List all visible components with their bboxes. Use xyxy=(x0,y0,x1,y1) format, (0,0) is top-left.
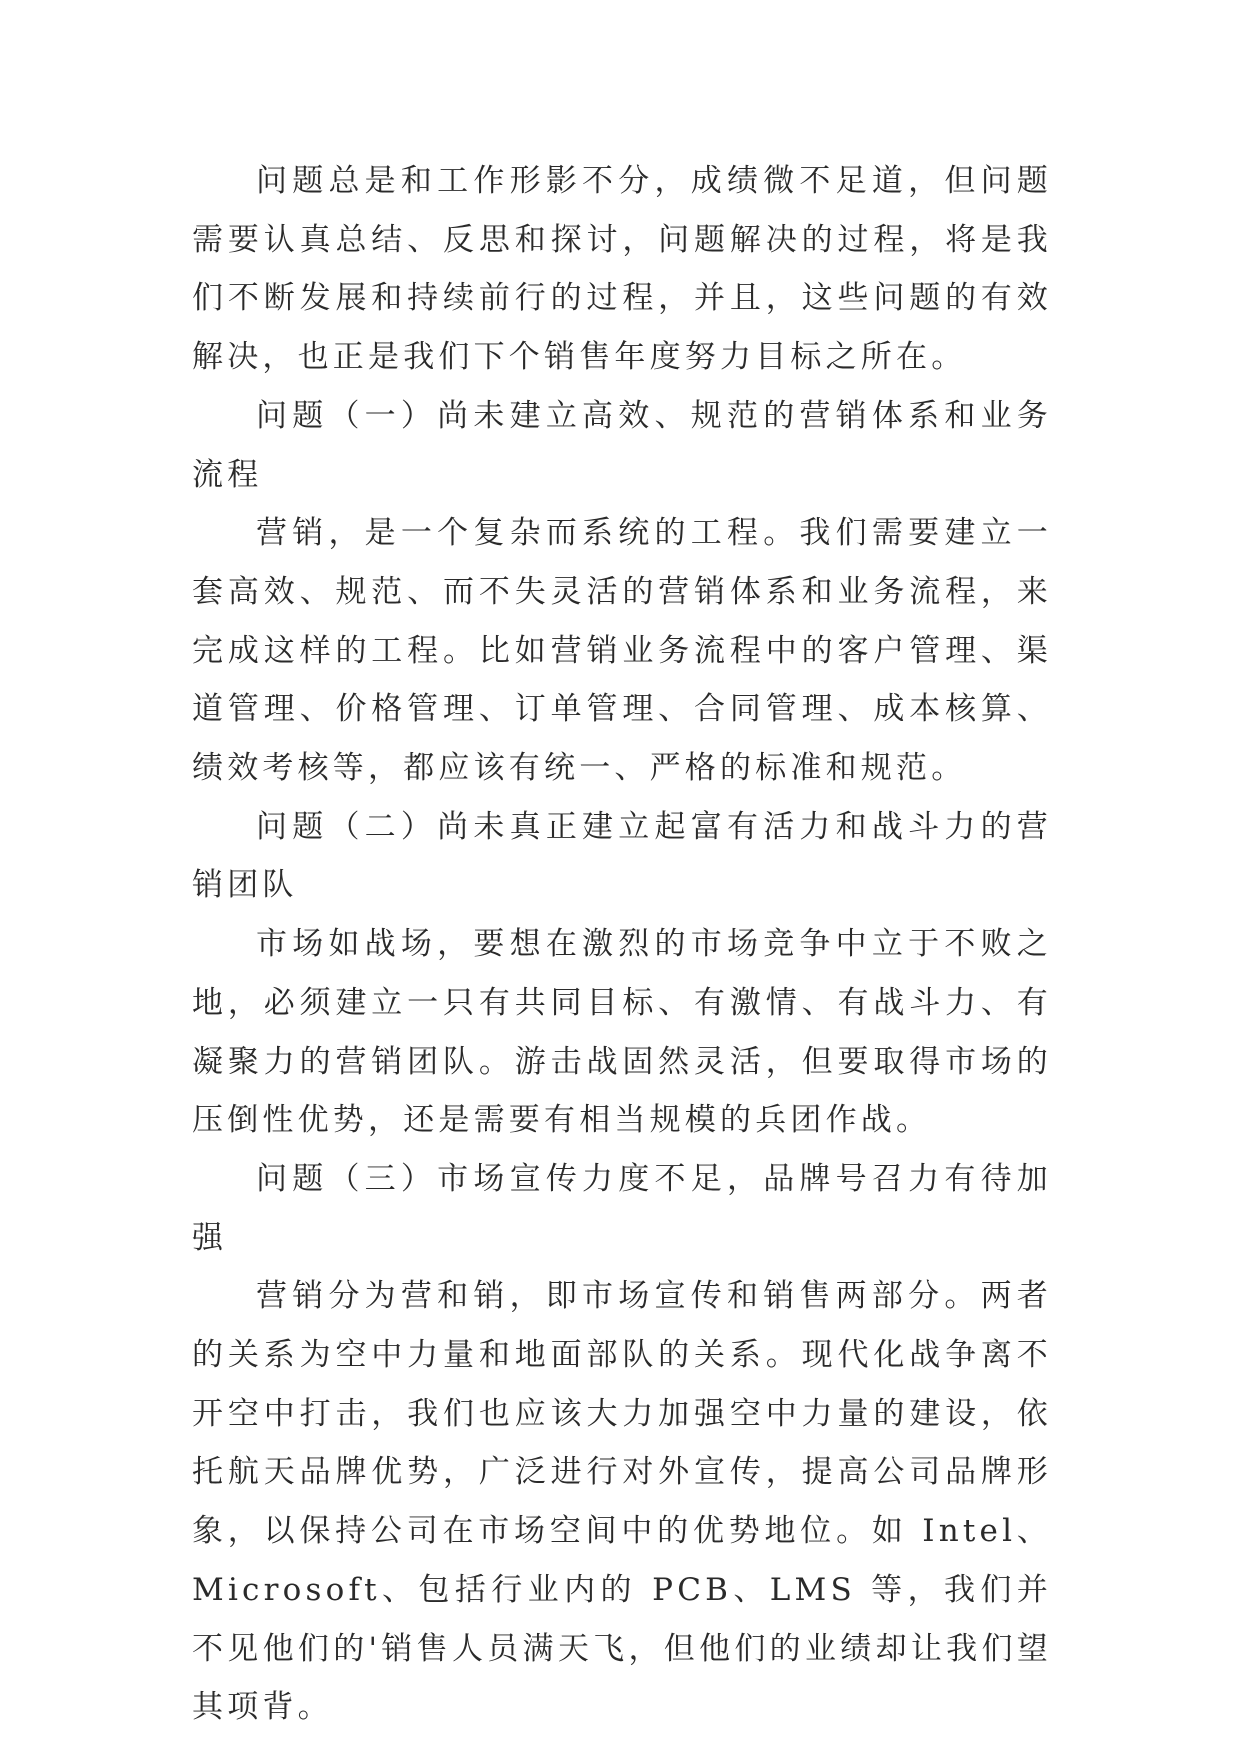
document-body xyxy=(192,152,1052,1737)
heading-problem-3: 问题（三）市场宣传力度不足，品牌号召力有待加强 xyxy=(192,1160,1052,1256)
paragraph-problems-intro: 问题总是和工作形影不分，成绩微不足道，但问题需要认真总结、反思和探讨，问题解决的过程，将是我们不断发展和持续前行的过程，并且，这些问题的有效解决，也正是我们下个销售年度努力目标之所在。 xyxy=(192,163,1052,376)
heading-problem-1: 问题（一）尚未建立高效、规范的营销体系和业务流程 xyxy=(192,397,1052,493)
paragraph-problem-3-body: 营销分为营和销，即市场宣传和销售两部分。两者的关系为空中力量和地面部队的关系。现代化战争离不开空中打击，我们也应该大力加强空中力量的建设，依托航天品牌优势，广泛进行对外宣传，提高公司品牌形象，以保持公司在市场空间中的优势地位。如 Intel、Microsoft、包括行业内的 PCB、LMS 等，我们并不见他们的'销售人员满天飞，但他们的业绩却让我们望其项背。 xyxy=(192,1278,1052,1726)
heading-problem-2: 问题（二）尚未真正建立起富有活力和战斗力的营销团队 xyxy=(192,808,1052,904)
paragraph-problem-2-body: 市场如战场，要想在激烈的市场竞争中立于不败之地，必须建立一只有共同目标、有激情、有战斗力、有凝聚力的营销团队。游击战固然灵活，但要取得市场的压倒性优势，还是需要有相当规模的兵团作战。 xyxy=(192,926,1052,1139)
paragraph-problem-1-body: 营销，是一个复杂而系统的工程。我们需要建立一套高效、规范、而不失灵活的营销体系和业务流程，来完成这样的工程。比如营销业务流程中的客户管理、渠道管理、价格管理、订单管理、合同管理、成本核算、绩效考核等，都应该有统一、严格的标准和规范。 xyxy=(192,515,1052,787)
